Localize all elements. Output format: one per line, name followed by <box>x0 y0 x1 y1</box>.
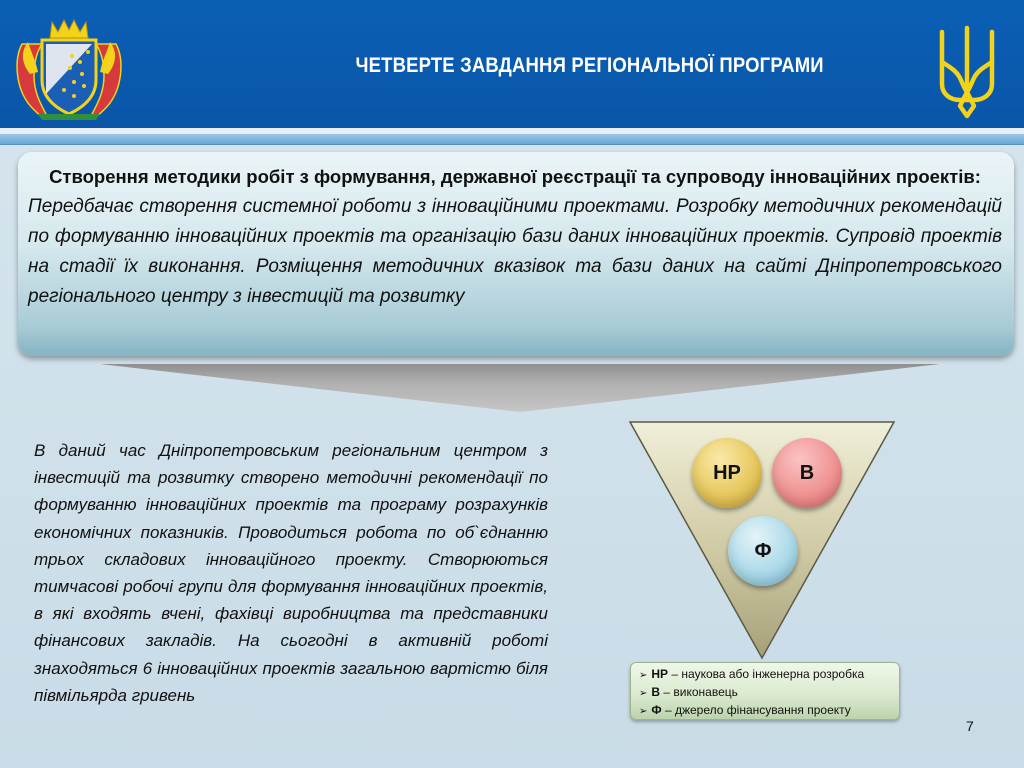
legend-term: Ф <box>651 703 662 717</box>
page-title: ЧЕТВЕРТЕ ЗАВДАННЯ РЕГІОНАЛЬНОЇ ПРОГРАМИ <box>355 54 824 77</box>
ukraine-trident-icon <box>934 22 1000 120</box>
legend-desc: – наукова або інженерна розробка <box>668 667 865 681</box>
arrow-bullet-icon: ➢ <box>639 706 648 717</box>
legend-desc: – виконавець <box>660 685 738 699</box>
task-box-title: Створення методики робіт з формування, державної реєстрації та супроводу інноваційних проектів: <box>49 166 981 187</box>
legend-item <box>639 702 891 720</box>
task-description-box <box>18 152 1014 356</box>
page-number: 7 <box>966 718 974 734</box>
header-stripe <box>0 134 1024 145</box>
regional-coat-of-arms-icon <box>12 14 126 120</box>
legend-desc: – джерело фінансування проекту <box>661 703 851 717</box>
main-paragraph: В даний час Дніпропетровським регіональним центром з інвестицій та розвитку створено методичні рекомендації по формуванню інноваційних проектів та програму розрахунків економічних показників. Проводиться робота по об`єднанню трьох складових інноваційного проекту. Створюються тимчасові робочі групи для формування інноваційних проектів, в які входять вчені, фахівці виробництва та представники фінансових закладів. На сьогодні в активній роботі знаходяться 6 інноваційних проектів загальною вартістю біля півмільярда гривень <box>34 441 548 705</box>
task-box-body: Передбачає створення системної роботи з інноваційними проектами. Розробку методичних рекомендацій по формуванню інноваційних проектів та організацію бази даних інноваційних проектів. Супровід проектів на стадії їх виконання. Розміщення методичних вказівок та бази даних на сайті Дніпропетровського регіонального центру з інвестицій та розвитку <box>28 196 1002 307</box>
down-arrow-connector <box>100 364 940 412</box>
legend-term: В <box>651 685 661 699</box>
legend-item <box>639 666 891 684</box>
legend-term: НР <box>651 667 669 681</box>
diagram-legend <box>630 662 900 720</box>
diagram-circle-nr: НР <box>692 438 762 508</box>
diagram-circle-f: Ф <box>728 516 798 586</box>
arrow-bullet-icon: ➢ <box>639 688 648 699</box>
arrow-bullet-icon: ➢ <box>639 670 648 681</box>
diagram-circle-v: В <box>772 438 842 508</box>
legend-item <box>639 684 891 702</box>
